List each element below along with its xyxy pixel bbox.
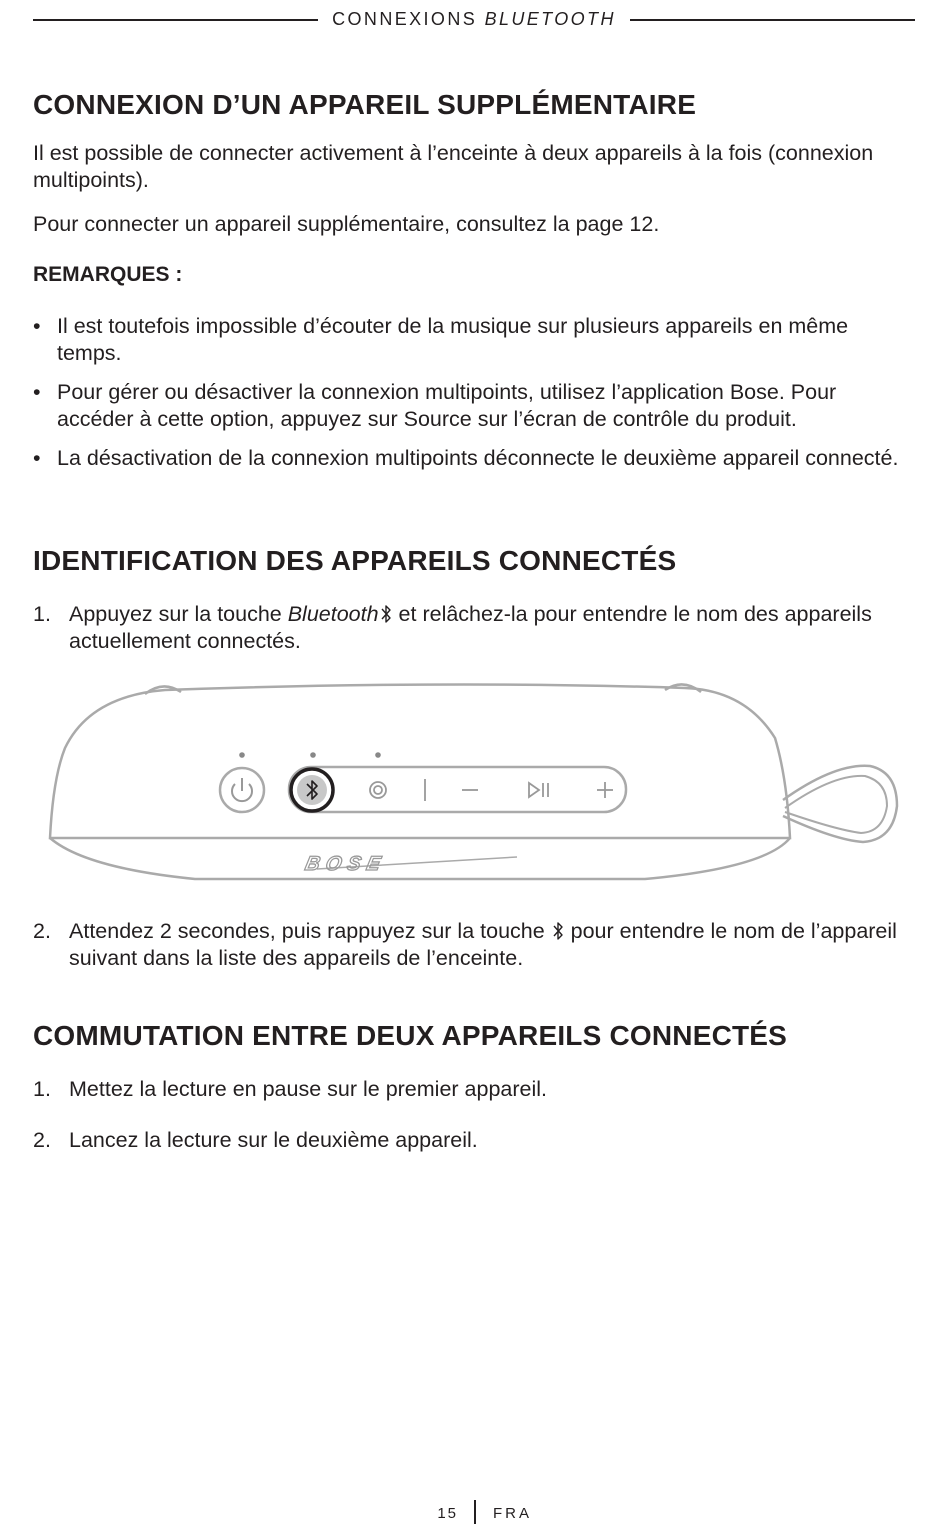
footer-divider <box>474 1500 476 1524</box>
page-number: 15 <box>437 1505 458 1522</box>
speaker-body-outline <box>50 684 790 838</box>
section-heading-identify-devices: IDENTIFICATION DES APPAREILS CONNECTÉS <box>33 545 677 576</box>
speaker-illustration <box>45 678 905 888</box>
bluetooth-icon <box>379 604 393 624</box>
list-item: • Il est toutefois impossible d’écouter de la musique sur plusieurs appareils en même temps. <box>33 314 849 365</box>
section-heading-additional-device: CONNEXION D’UN APPAREIL SUPPLÉMENTAIRE <box>33 89 697 120</box>
remarks-label: REMARQUES : <box>33 263 183 286</box>
speaker-strap <box>783 766 897 842</box>
paragraph-multipoint: Il est possible de connecter activement à l’enceinte à deux appareils à la fois (connexion multipoints). <box>33 141 874 192</box>
bluetooth-icon <box>551 921 565 941</box>
list-item: • Pour gérer ou désactiver la connexion multipoints, utilisez l’application Bose. Pour accéder à cette option, appuyez sur Source sur l’écran de contrôle du produit. <box>33 380 837 431</box>
section-heading-switch-devices: COMMUTATION ENTRE DEUX APPAREILS CONNECTÉS <box>33 1020 788 1051</box>
remarks-list <box>33 313 918 484</box>
language-code: FRA <box>493 1505 532 1522</box>
step-1-identify: 1. Appuyez sur la touche Bluetooth et relâchez-la pour entendre le nom des appareils actuellement connectés. <box>33 602 872 653</box>
step-2-switch: 2. Lancez la lecture sur le deuxième appareil. <box>33 1128 478 1152</box>
speaker-base <box>50 838 790 879</box>
header-title: CONNEXIONS BLUETOOTH <box>332 9 616 29</box>
step-2-identify: 2. Attendez 2 secondes, puis rappuyez sur la touche pour entendre le nom de l’appareil suivant dans la liste des appareils de l’enceinte. <box>33 919 897 970</box>
brand-logo: BOSE <box>303 853 389 875</box>
page-footer <box>0 1500 950 1526</box>
page-header <box>33 8 915 32</box>
header-rule-left <box>33 19 318 21</box>
step-1-switch: 1. Mettez la lecture en pause sur le premier appareil. <box>33 1077 548 1101</box>
header-rule-right <box>630 19 915 21</box>
list-item: • La désactivation de la connexion multipoints déconnecte le deuxième appareil connecté. <box>33 446 899 470</box>
paragraph-see-page: Pour connecter un appareil supplémentaire, consultez la page 12. <box>33 212 660 236</box>
